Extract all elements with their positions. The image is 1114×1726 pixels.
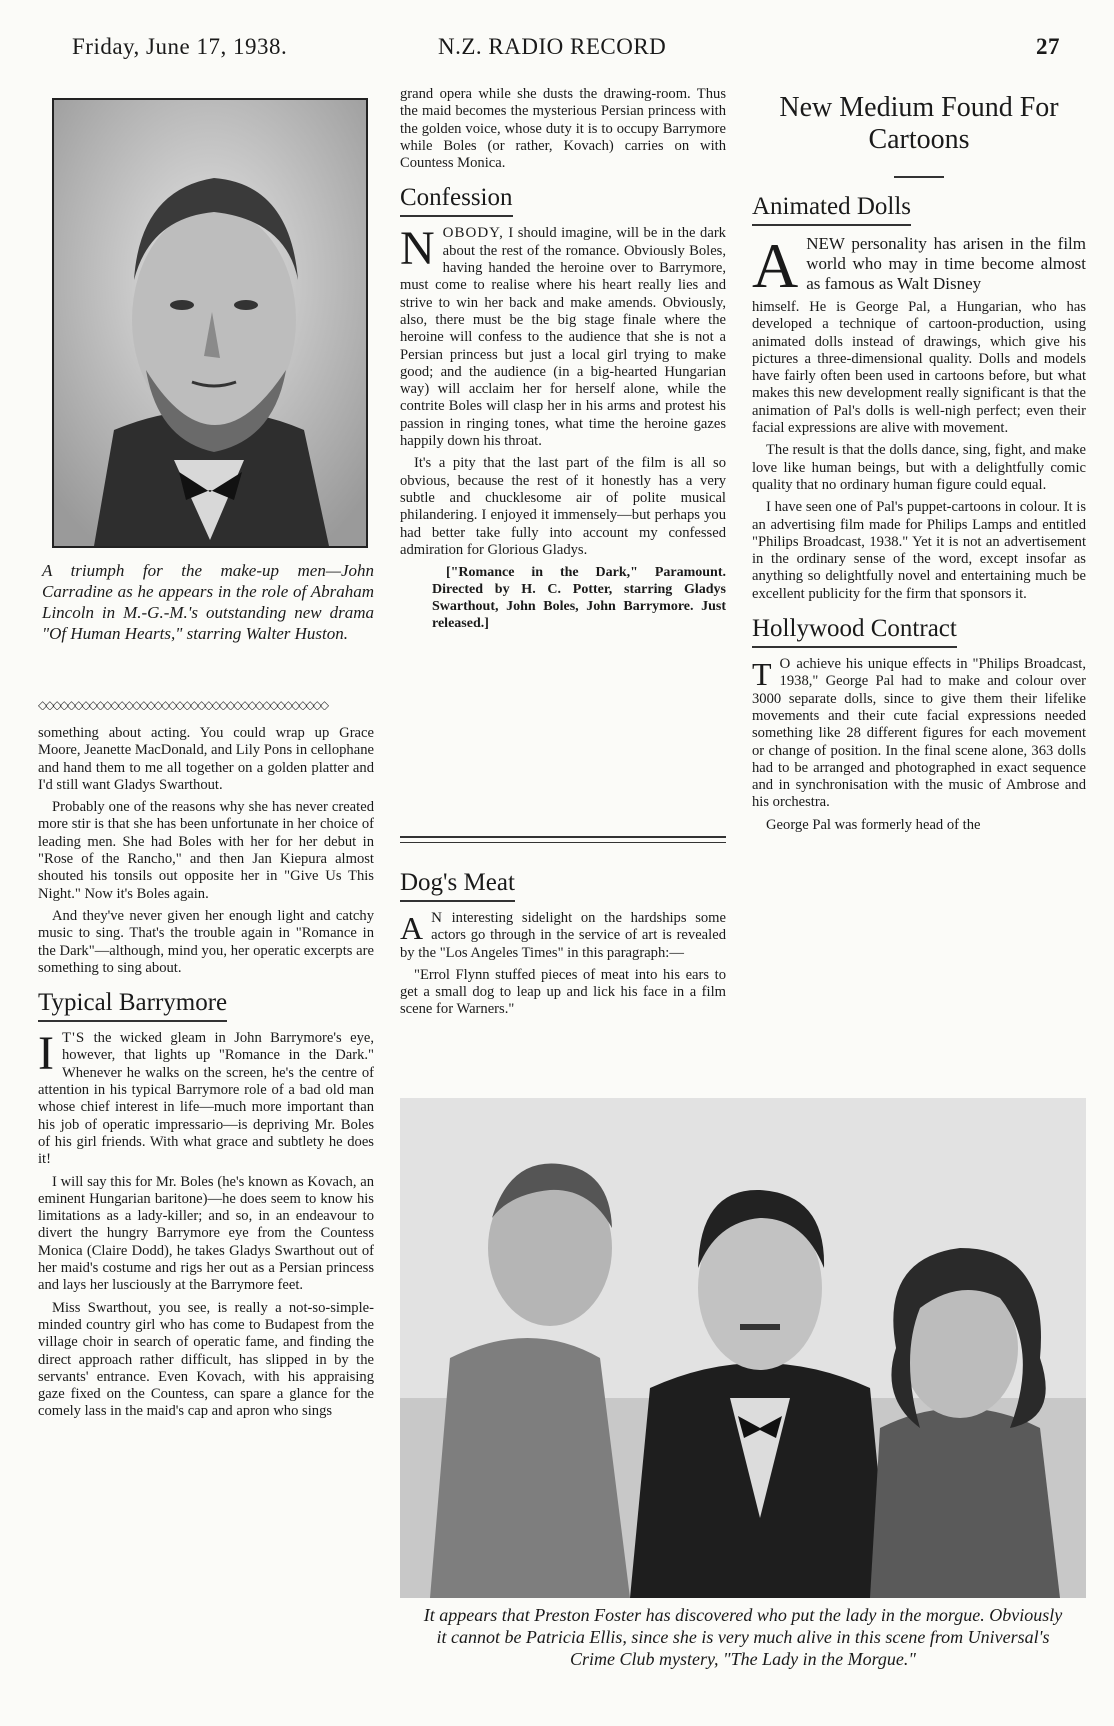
film-still-photo bbox=[400, 1098, 1086, 1598]
subheading-animated-dolls: Animated Dolls bbox=[752, 192, 911, 226]
middle-column-lower bbox=[400, 862, 726, 1024]
issue-date: Friday, June 17, 1938. bbox=[72, 34, 288, 59]
headline: New Medium Found For Cartoons bbox=[779, 92, 1059, 155]
lincoln-portrait-photo bbox=[52, 98, 368, 548]
lead-in: T'S bbox=[61, 1030, 86, 1047]
subheading-hollywood-contract: Hollywood Contract bbox=[752, 614, 957, 648]
paragraph: himself. He is George Pal, a Hungarian, who has developed a technique of cartoon-production, using animated dolls instead of drawings, which give his pictures a three-dimensional quality. Dolls and models have fairly often been used in cartoons before, but what makes this new development really significant is that the animation of Pal's dolls is well-nigh perfect; even their facial expressions are alive with movement. bbox=[752, 299, 1086, 437]
drop-cap: N bbox=[400, 222, 435, 276]
drop-cap: T bbox=[752, 656, 772, 693]
lead-in: OBODY, bbox=[442, 225, 504, 242]
paragraph bbox=[38, 1027, 374, 1168]
lead-in: O bbox=[779, 656, 792, 673]
film-credits: ["Romance in the Dark," Paramount. Directed by H. C. Potter, starring Gladys Swarthout, John Boles, John Barrymore. Just released.] bbox=[432, 565, 726, 632]
subheading-confession: Confession bbox=[400, 183, 513, 217]
paragraph-text: I should imagine, will be in the dark about the rest of the romance. Obviously Boles, having handed the heroine over to Barrymore, must come to realise where his heart really lies and strive to win her back and make amends. Obviously, also, there must be the big stage finale where the heroine will confess to the audience that she is not a Persian princess but just a local girl trying to make good; and the audience (in a big-hearted Hungarian way) will acclaim her for herself alone, while the contrite Boles will clasp her in his arms and protest his passion in ringing tones, what time the heroine gazes happily down his throat. bbox=[400, 225, 726, 450]
ornament-divider: ◇◇◇◇◇◇◇◇◇◇◇◇◇◇◇◇◇◇◇◇◇◇◇◇◇◇◇◇◇◇◇◇◇◇◇◇◇◇◇◇ bbox=[38, 700, 328, 710]
paragraph: I will say this for Mr. Boles (he's known as Kovach, an eminent Hungarian baritone)—he does seem to know his limitations as a lady-killer; and so, in an endeavour to divert the hungry Barrymore eye from the Countess Monica (Claire Dodd), he takes Gladys Swarthout out of her maid's costume and rigs her out as a Persian princess and lays her lusciously at the Barrymore feet. bbox=[38, 1173, 374, 1294]
headline-rule bbox=[894, 176, 944, 178]
paragraph: It's a pity that the last part of the film is all so obvious, because the rest of it honestly has a very subtle and chucklesome air of polite musical philandering. I enjoyed it immensely—but perhaps you had better take fully into account my confessed admiration for Glorious Gladys. bbox=[400, 455, 726, 558]
film-still-caption: It appears that Preston Foster has discovered who put the lady in the morgue. Obviously it cannot be Patricia Ellis, since she is very much alive in this scene from Universal's Crime Club mystery, "The Lady in the Morgue." bbox=[423, 1605, 1063, 1669]
paragraph: "Errol Flynn stuffed pieces of meat into his ears to get a small dog to leap up and lick his face in a film scene for Warners." bbox=[400, 966, 726, 1018]
section-rule bbox=[400, 836, 726, 838]
left-column bbox=[38, 725, 374, 1426]
lincoln-portrait-illustration bbox=[54, 100, 366, 546]
subheading-dogs-meat: Dog's Meat bbox=[400, 868, 515, 902]
paragraph-text: the wicked gleam in John Barrymore's eye, however, that lights up "Romance in the Dark." Whenever he walks on the screen, he's the centre of attention in his typical Barrymore role of a bad old man whose chief interest in life—much more important than his job of operatic impressario—is depriving Mr. Boles of his girl friends. With what grace and subtlety he does it! bbox=[38, 1030, 374, 1168]
paragraph: And they've never given her enough light and catchy music to sing. That's the trouble again in "Romance in the Dark"—although, mind you, her operatic excerpts are something to sing about. bbox=[38, 907, 374, 976]
drop-cap: A bbox=[400, 910, 424, 946]
paragraph-text: achieve his unique effects in "Philips Broadcast, 1938," George Pal had to make and colour over 3000 separate dolls, since to give them their lifelike movements and their cute facial expressions needed something like 28 different figures for each movement or change of position. In the final scene alone, 363 dolls had to be arranged and photographed in exact sequence and in synchronisation with the music of Ambrose and his orchestra. bbox=[752, 656, 1087, 811]
paragraph: Probably one of the reasons why she has never created more stir is that she has been unfortunate in her choice of leading men. She had Boles with her for her debut in "Rose of the Rancho," and then Jan Kiepura almost shouted his tonsils out opposite her in "Give Us This Night." Now it's Boles again. bbox=[38, 799, 374, 902]
paragraph bbox=[752, 656, 1086, 812]
paragraph bbox=[400, 910, 726, 962]
subheading-typical-barrymore: Typical Barrymore bbox=[38, 988, 227, 1022]
paragraph bbox=[752, 230, 1086, 301]
right-column bbox=[752, 92, 1086, 839]
section-rule bbox=[400, 842, 726, 843]
paragraph: something about acting. You could wrap up Grace Moore, Jeanette MacDonald, and Lily Pons in cellophane and hand them to me all together on a golden platter and I'd still want Gladys Swarthout. bbox=[38, 725, 374, 793]
paragraph: grand opera while she dusts the drawing-room. Thus the maid becomes the mysterious Persian princess with the golden voice, whose duty it is to occupy Barrymore while Boles (or rather, Kovach) carries on with Countess Monica. bbox=[400, 86, 726, 172]
paragraph: I have seen one of Pal's puppet-cartoons in colour. It is an advertising film made for Philips Lamps and entitled "Philips Broadcast, 1938." Yet it is not an advertisement in the ordinary sense of the word, except insofar as anything so delightfully novel and entertaining much be excellent publicity for the firm that sponsors it. bbox=[752, 499, 1086, 602]
drop-cap: A bbox=[752, 230, 799, 301]
middle-column bbox=[400, 86, 726, 637]
film-still-illustration bbox=[400, 1098, 1086, 1598]
paragraph: The result is that the dolls dance, sing, fight, and make love like human beings, but with a delightfully comic quality that no ordinary human figure could equal. bbox=[752, 442, 1086, 493]
paragraph bbox=[400, 222, 726, 450]
lead-in: N bbox=[431, 910, 443, 926]
lead-in: NEW personality has arisen in the film world who may in time become almost as famous as Walt Disney bbox=[806, 234, 1086, 293]
drop-cap: I bbox=[38, 1027, 54, 1081]
paragraph-text: interesting sidelight on the hardships some actors go through in the service of art is revealed by the "Los Angeles Times" in this paragraph:— bbox=[400, 910, 726, 961]
paragraph: Miss Swarthout, you see, is really a not-so-simple-minded country girl who has come to Budapest from the village choir in search of operatic fame, and finding the direct approach rather difficult, has slipped in by the servants' entrance. Even Kovach, with his appraising gaze fixed on the Countess, can spare a glance for the comely lass in the maid's cap and apron who sings bbox=[38, 1299, 374, 1420]
paragraph: George Pal was formerly head of the bbox=[766, 816, 981, 833]
publication-title: N.Z. RADIO RECORD bbox=[438, 34, 667, 59]
page-number: 27 bbox=[1036, 34, 1060, 59]
portrait-caption: A triumph for the make-up men—John Carradine as he appears in the role of Abraham Lincoln in M.-G.-M.'s outstanding new drama "Of Human Hearts," starring Walter Huston. bbox=[42, 561, 374, 643]
